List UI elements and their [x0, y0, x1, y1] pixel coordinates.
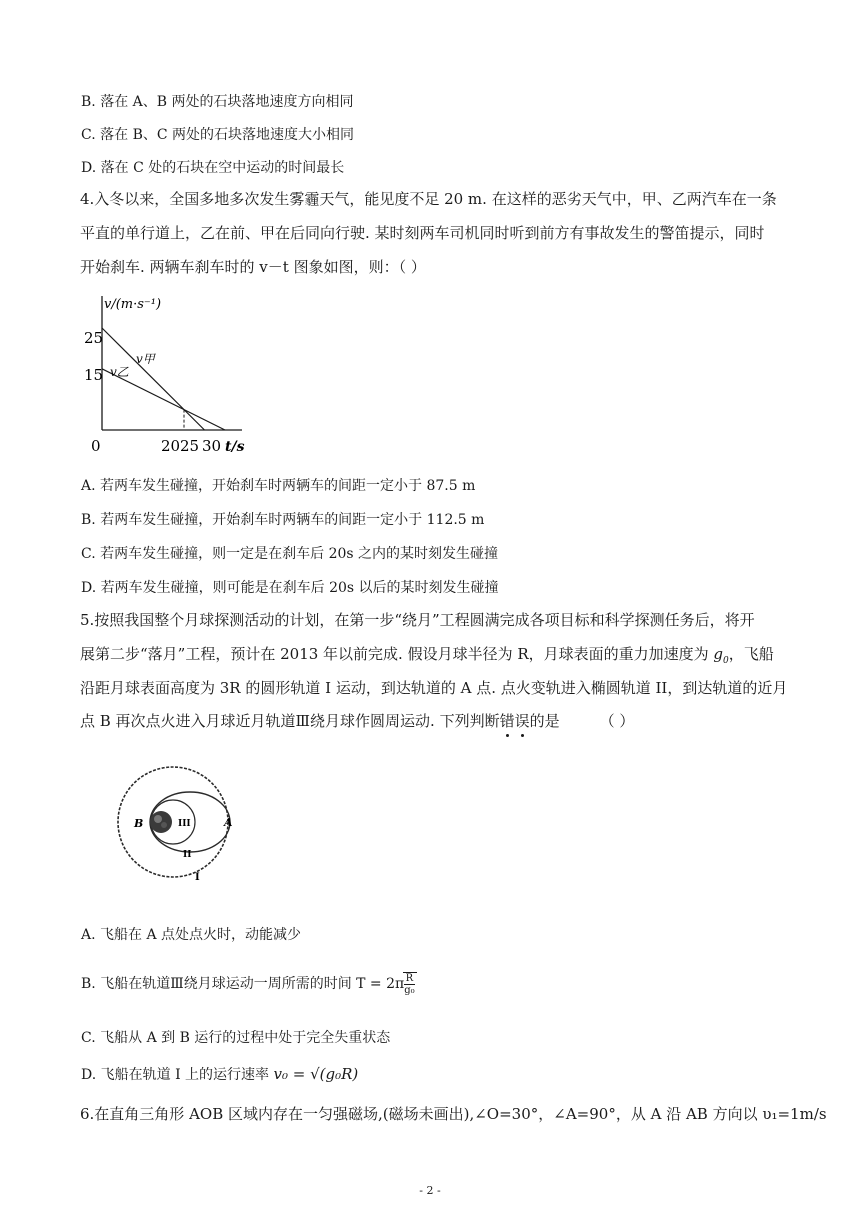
- q6-stem-line1: 6.在直角三角形 AOB 区域内存在一匀强磁场,(磁场未画出),∠O=30°，∠A=90°，从 A 沿 AB 方向以 υ₁=1m/s: [80, 1105, 827, 1123]
- chart-y-tick-25: 25: [84, 329, 104, 347]
- q4-stem-line3: 开始刹车. 两辆车刹车时的 v－t 图象如图，则：（ ）: [80, 258, 426, 276]
- q5-option-a: A. 飞船在 A 点处点火时，动能减少: [81, 927, 302, 943]
- g0-symbol: $g_0$: [713, 645, 729, 666]
- q5-option-d: D. 飞船在轨道 I 上的运行速率 v₀ = √(g₀R): [81, 1065, 359, 1083]
- q5-stem-line2: 展第二步“落月”工程，预计在 2013 年以前完成. 假设月球半径为 R，月球表面的重力加速度为 $g_0$，飞船: [80, 645, 774, 666]
- q5-stem-line4: 点 B 再次点火进入月球近月轨道Ⅲ绕月球作圆周运动. 下列判断错 误 的是 （ ）: [80, 710, 634, 731]
- diagram-label-I: I: [195, 872, 200, 883]
- q3-option-d: D. 落在 C 处的石块在空中运动的时间最长: [81, 160, 345, 176]
- diagram-label-A: A: [224, 816, 233, 829]
- q4-option-b: B. 若两车发生碰撞，开始刹车时两辆车的间距一定小于 112.5 m: [81, 512, 485, 528]
- q4-option-d: D. 若两车发生碰撞，则可能是在刹车后 20s 以后的某时刻发生碰撞: [81, 580, 499, 596]
- page-number: - 2 -: [419, 1184, 441, 1197]
- emphasis-cuo: 错: [500, 712, 515, 730]
- q5-stem-line3: 沿距月球表面高度为 3R 的圆形轨道 I 运动，到达轨道的 A 点. 点火变轨进入椭圆轨道 II，到达轨道的近月: [80, 679, 788, 697]
- chart-series-label-jia: v甲: [136, 352, 155, 366]
- moon: [150, 811, 172, 833]
- formula-v0: v₀ = √(g₀R): [273, 1065, 359, 1083]
- diagram-label-II: II: [183, 850, 192, 860]
- chart-series-label-yi: v乙: [110, 365, 129, 379]
- chart-x-tick-30: 30: [202, 437, 222, 455]
- chart-series-line-jia: [102, 328, 205, 430]
- emphasis-wu: 误: [515, 712, 530, 730]
- q5-stem-line1: 5.按照我国整个月球探测活动的计划，在第一步“绕月”工程圆满完成各项目标和科学探测任务后，将开: [80, 611, 755, 629]
- q4-vt-chart: [82, 288, 252, 458]
- q4-stem-line1: 4.入冬以来，全国多地多次发生雾霾天气，能见度不足 20 m. 在这样的恶劣天气中，甲、乙两汽车在一条: [80, 190, 777, 208]
- chart-x-axis-label: t/s: [225, 439, 245, 455]
- chart-origin-label: 0: [91, 437, 101, 455]
- chart-y-axis-label: v/(m·s⁻¹): [104, 297, 162, 312]
- chart-y-tick-15: 15: [84, 366, 104, 384]
- q5-option-b: B. 飞船在轨道Ⅲ绕月球运动一周所需的时间 T = 2π $\frac{R}{\text{g₀}}$: [81, 973, 415, 996]
- chart-x-tick-25: 25: [180, 437, 200, 455]
- q5-option-c: C. 飞船从 A 到 B 运行的过程中处于完全失重状态: [81, 1030, 391, 1046]
- q4-option-c: C. 若两车发生碰撞，则一定是在刹车后 20s 之内的某时刻发生碰撞: [81, 546, 499, 562]
- q4-stem-line2: 平直的单行道上，乙在前、甲在后同向行驶. 某时刻两车司机同时听到前方有事故发生的警笛提示，同时: [80, 224, 765, 242]
- diagram-label-III: III: [178, 819, 191, 829]
- q4-option-a: A. 若两车发生碰撞，开始刹车时两辆车的间距一定小于 87.5 m: [81, 478, 476, 494]
- q3-option-b: B. 落在 A、B 两处的石块落地速度方向相同: [81, 94, 354, 110]
- diagram-label-B: B: [134, 817, 144, 830]
- sqrt-symbol: $\frac{R}{\text{g₀}}$: [404, 973, 415, 996]
- q3-option-c: C. 落在 B、C 两处的石块落地速度大小相同: [81, 127, 355, 143]
- q5-orbit-diagram: [96, 764, 266, 884]
- chart-x-tick-20: 20: [161, 437, 181, 455]
